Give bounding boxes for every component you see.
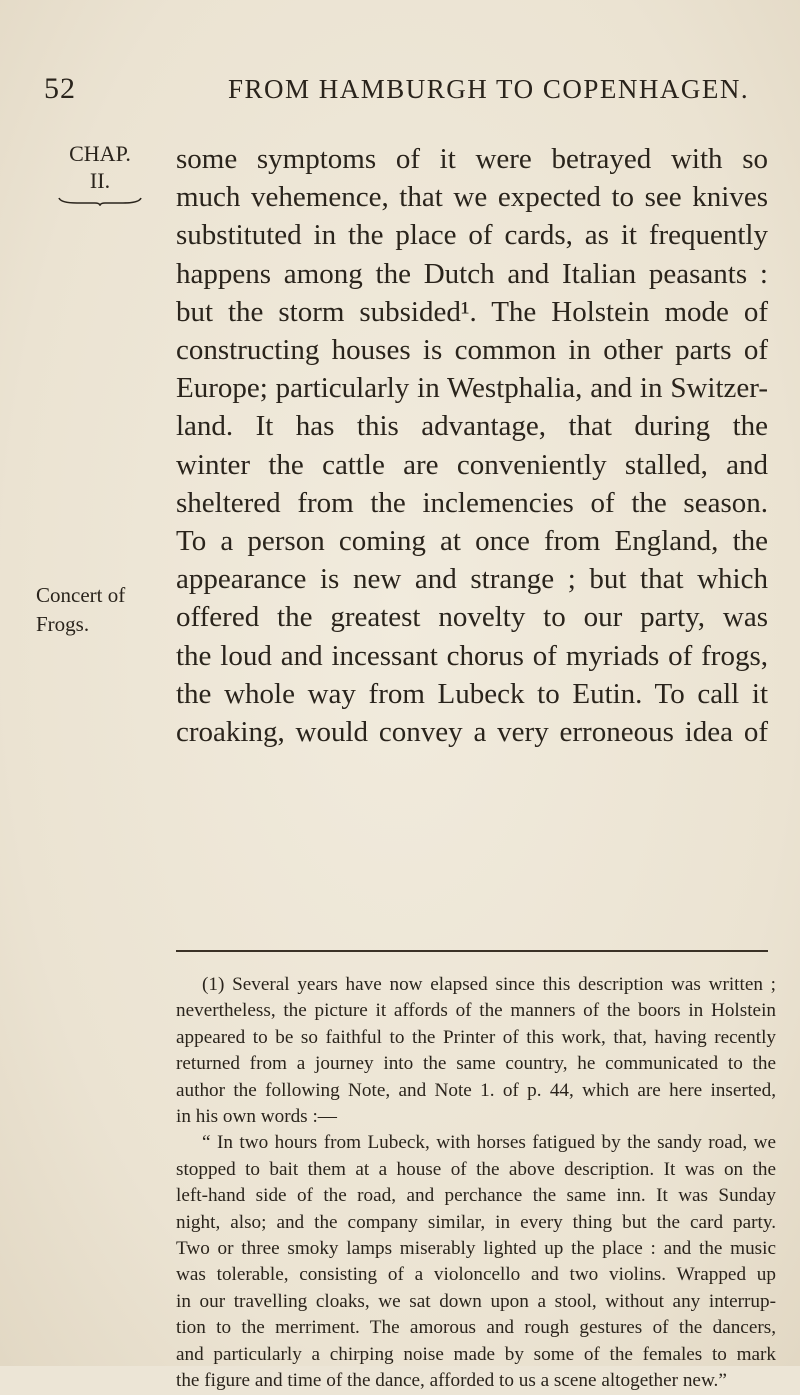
chapter-marker	[40, 140, 160, 206]
footnote-line: and particularly a chirping noise made by some of the females to mark	[176, 1343, 776, 1365]
footnote-line: Two or three smoky lamps miserably lighted up the place : and the music	[176, 1238, 776, 1260]
footnote-divider	[176, 950, 768, 952]
body-line: Europe; particularly in Westphalia, and in Switzer-	[176, 372, 768, 405]
footnote-line: returned from a journey into the same country, he communicated to the	[176, 1053, 776, 1075]
footnote-line: “ In two hours from Lubeck, with horses fatigued by the sandy road, we	[202, 1132, 776, 1154]
body-line: happens among the Dutch and Italian peasants :	[176, 257, 768, 290]
footnote-line: night, also; and the company similar, in every thing but the card party.	[176, 1211, 776, 1233]
body-line: land. It has this advantage, that during the	[176, 410, 768, 443]
page-header	[44, 72, 764, 112]
body-line: winter the cattle are conveniently stalled, and	[176, 448, 768, 481]
body-line: substituted in the place of cards, as it frequently	[176, 219, 768, 252]
body-line: croaking, would convey a very erroneous idea of	[176, 716, 768, 749]
body-line: the loud and incessant chorus of myriads of frogs,	[176, 639, 768, 672]
running-title: FROM HAMBURGH TO COPENHAGEN.	[228, 74, 750, 104]
body-line: but the storm subsided¹. The Holstein mode of	[176, 295, 768, 328]
footnote-line: nevertheless, the picture it affords of the manners of the boors in Holstein	[176, 1000, 776, 1022]
footnote-line: author the following Note, and Note 1. of p. 44, which are here inserted,	[176, 1079, 776, 1101]
footnote-line: the figure and time of the dance, afforded to us a scene altogether new.”	[176, 1370, 727, 1392]
body-line: much vehemence, that we expected to see knives	[176, 181, 768, 214]
body-line: some symptoms of it were betrayed with so	[176, 143, 768, 175]
footnote	[176, 972, 776, 1395]
footnote-line: left-hand side of the road, and perchance the same inn. It was Sunday	[176, 1185, 776, 1207]
body-line: constructing houses is common in other parts of	[176, 334, 768, 367]
footnote-line: in his own words :—	[176, 1106, 337, 1128]
side-note-line-2: Frogs.	[36, 612, 90, 636]
chapter-number: II.	[89, 168, 111, 193]
body-line: appearance is new and strange ; but that which	[176, 563, 768, 596]
body-line: offered the greatest novelty to our party, was	[176, 601, 768, 634]
body-line: To a person coming at once from England, the	[176, 525, 768, 558]
chapter-label: CHAP.	[69, 141, 131, 166]
side-note	[36, 581, 176, 639]
body-line: sheltered from the inclemencies of the season.	[176, 486, 768, 519]
footnote-line: was tolerable, consisting of a violoncello and two violins. Wrapped up	[176, 1264, 776, 1286]
footnote-line: appeared to be so faithful to the Printer of this work, that, having recently	[176, 1026, 776, 1048]
brace-ornament-icon	[57, 196, 143, 206]
page-number: 52	[44, 72, 76, 105]
side-note-line-1: Concert of	[36, 583, 126, 607]
footnote-line: stopped to bait them at a house of the above description. It was on the	[176, 1158, 776, 1180]
body-line: the whole way from Lubeck to Eutin. To call it	[176, 677, 768, 710]
footnote-line: tion to the merriment. The amorous and rough gestures of the dancers,	[176, 1317, 776, 1339]
footnote-line: in our travelling cloaks, we sat down upon a stool, without any interrup-	[176, 1290, 776, 1312]
body-text	[176, 140, 768, 751]
footnote-line: (1) Several years have now elapsed since this description was written ;	[202, 974, 776, 995]
